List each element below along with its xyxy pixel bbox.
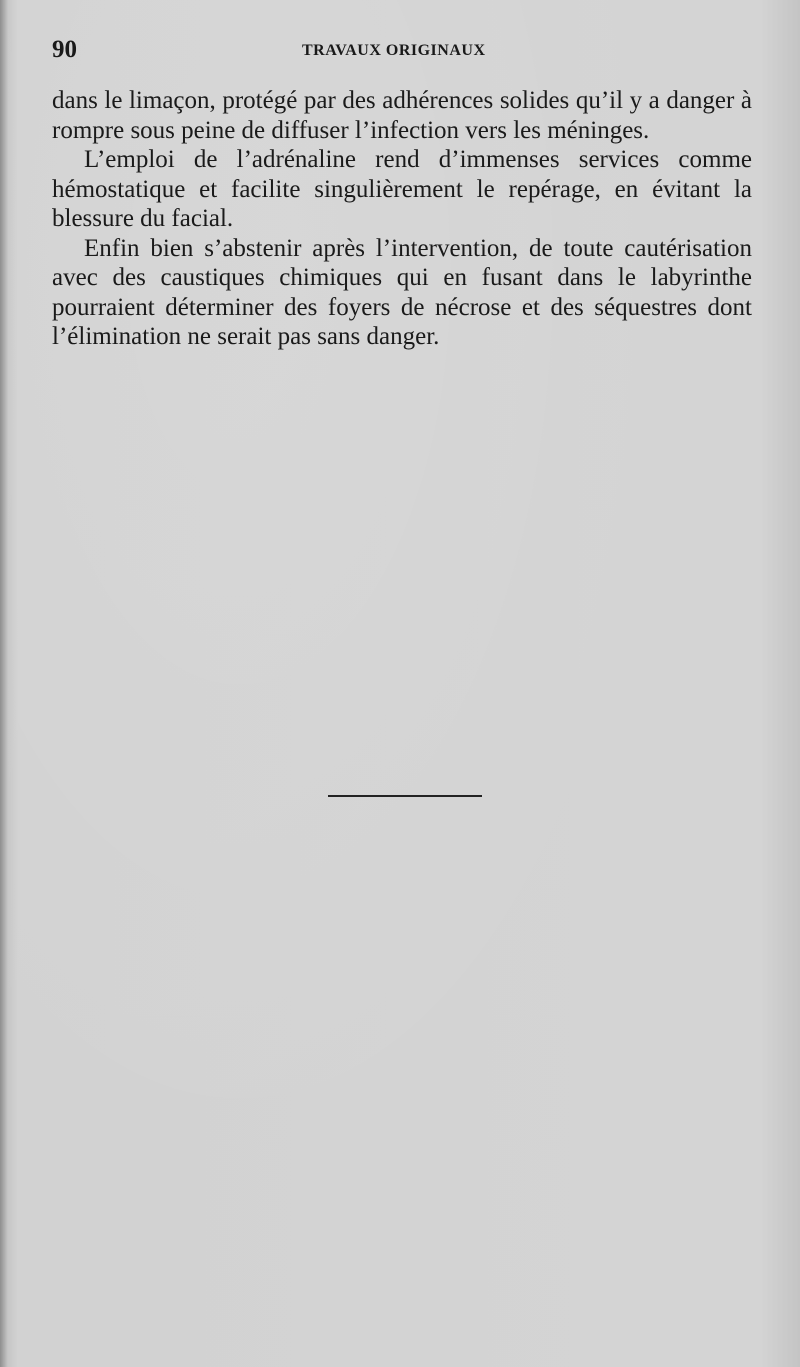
- page-number: 90: [52, 36, 77, 63]
- page-edge-shadow: [0, 0, 8, 1367]
- page-header: [52, 36, 752, 66]
- section-end-rule: [328, 795, 482, 797]
- paragraph-3: Enfin bien s’abstenir après l’intervention, de toute cautérisation avec des caustiques chimiques qui en fusant dans le labyrinthe pourraient déterminer des foyers de nécrose et des séquestres dont l’élimination ne serait pas sans danger.: [52, 234, 752, 350]
- running-head: TRAVAUX ORIGINAUX: [302, 42, 486, 59]
- paragraph-2: L’emploi de l’adrénaline rend d’immenses services comme hémostatique et facilite singulièrement le repérage, en évitant la blessure du facial.: [52, 146, 752, 232]
- paragraph-1: dans le limaçon, protégé par des adhérences solides qu’il y a danger à rompre sous peine de diffuser l’infection vers les méninges.: [52, 87, 752, 144]
- body-text: [52, 86, 752, 352]
